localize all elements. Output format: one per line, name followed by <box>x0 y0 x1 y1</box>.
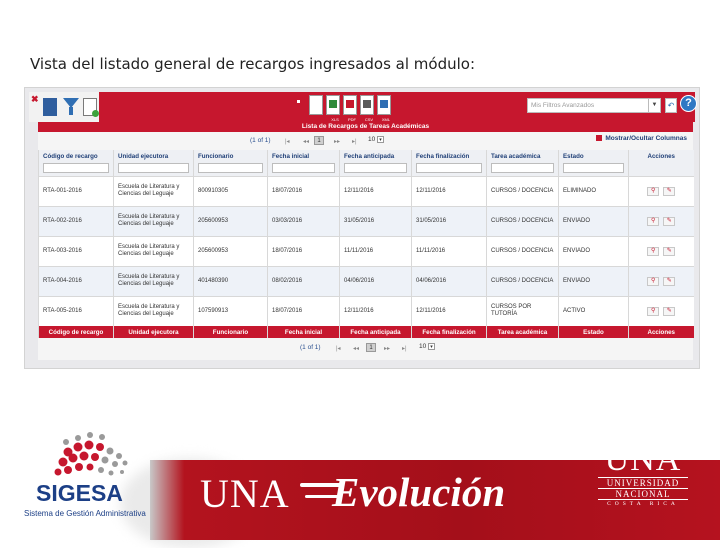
edit-icon[interactable]: ✎ <box>663 247 675 256</box>
new-document-icon[interactable] <box>83 98 97 116</box>
edit-icon[interactable]: ✎ <box>663 187 675 196</box>
cell-start-date: 18/07/2016 <box>268 236 340 266</box>
column-footer: Acciones <box>629 326 694 338</box>
chevron-down-icon: ▾ <box>428 343 435 350</box>
toggle-columns-button[interactable] <box>596 135 687 142</box>
cell-actions <box>629 176 694 206</box>
cell-status: ENVIADO <box>559 266 629 296</box>
page-count: (1 of 1) <box>300 344 321 351</box>
page-size-value: 10 <box>368 136 376 143</box>
cell-code: RTA-005-2016 <box>39 296 114 326</box>
cell-code: RTA-002-2016 <box>39 206 114 236</box>
export-csv-button[interactable]: CSV <box>360 95 374 115</box>
una-logo-line1: UNIVERSIDAD <box>598 477 688 488</box>
cell-status: ENVIADO <box>559 236 629 266</box>
close-icon[interactable]: ✖ <box>31 94 39 104</box>
cell-early-date: 04/06/2016 <box>340 266 412 296</box>
advanced-filters-placeholder: Mis Filtros Avanzados <box>531 102 595 109</box>
advanced-filters-select[interactable] <box>527 98 661 113</box>
column-header[interactable]: Unidad ejecutora <box>114 150 194 162</box>
recargos-table <box>38 150 694 338</box>
table-row[interactable] <box>39 296 694 326</box>
column-header[interactable]: Fecha anticipada <box>340 150 412 162</box>
column-header[interactable]: Estado <box>559 150 629 162</box>
cell-official: 800910305 <box>194 176 268 206</box>
chevron-down-icon[interactable]: ▼ <box>648 99 660 112</box>
last-page-icon[interactable]: ▸| <box>402 346 407 352</box>
page-size-value: 10 <box>419 343 427 350</box>
chevron-down-icon: ▾ <box>377 136 384 143</box>
cell-end-date: 12/11/2016 <box>412 176 487 206</box>
sigesa-logo <box>24 428 154 540</box>
una-logo-text: UNA <box>604 441 682 478</box>
una-logo-line3: COSTA RICA <box>607 501 679 507</box>
column-header[interactable]: Funcionario <box>194 150 268 162</box>
cell-official: 401480390 <box>194 266 268 296</box>
filter-input[interactable] <box>43 163 109 173</box>
view-icon[interactable]: ⚲ <box>647 187 659 196</box>
page-number-button[interactable]: 1 <box>314 136 324 145</box>
page-size-select[interactable] <box>419 343 435 350</box>
cell-actions <box>629 206 694 236</box>
filter-input[interactable] <box>118 163 189 173</box>
column-footer: Funcionario <box>194 326 268 338</box>
table-row[interactable] <box>39 206 694 236</box>
filter-input[interactable] <box>563 163 624 173</box>
recargos-grid <box>38 122 693 360</box>
column-footer: Fecha inicial <box>268 326 340 338</box>
cell-official: 205600953 <box>194 236 268 266</box>
table-row[interactable] <box>39 266 694 296</box>
export-pdf-button[interactable]: PDF <box>343 95 357 115</box>
filter-row <box>39 162 694 176</box>
edit-icon[interactable]: ✎ <box>663 307 675 316</box>
prev-page-icon[interactable]: ◂◂ <box>303 139 310 145</box>
cell-unit: Escuela de Literatura y Ciencias del Leguaje <box>114 206 194 236</box>
help-button[interactable]: ? <box>680 95 697 112</box>
cell-code: RTA-004-2016 <box>39 266 114 296</box>
cell-early-date: 31/05/2016 <box>340 206 412 236</box>
cell-end-date: 12/11/2016 <box>412 296 487 326</box>
export-xls-button[interactable]: XLS <box>326 95 340 115</box>
last-page-icon[interactable]: ▸| <box>352 139 357 145</box>
first-page-icon[interactable]: |◂ <box>336 346 341 352</box>
view-icon[interactable]: ⚲ <box>647 307 659 316</box>
cell-task: CURSOS / DOCENCIA <box>487 236 559 266</box>
bottom-pager <box>38 338 693 360</box>
filter-input[interactable] <box>491 163 554 173</box>
app-screenshot <box>24 87 700 369</box>
column-header[interactable]: Fecha finalización <box>412 150 487 162</box>
next-page-icon[interactable]: ▸▸ <box>334 139 341 145</box>
column-header: Acciones <box>629 150 694 162</box>
page-size-select[interactable] <box>368 136 384 143</box>
banner-una-text: UNA <box>200 471 290 516</box>
cell-actions <box>629 296 694 326</box>
page-number-button[interactable]: 1 <box>366 343 376 352</box>
cell-unit: Escuela de Literatura y Ciencias del Leguaje <box>114 296 194 326</box>
cell-early-date: 11/11/2016 <box>340 236 412 266</box>
cell-unit: Escuela de Literatura y Ciencias del Leguaje <box>114 236 194 266</box>
cell-end-date: 11/11/2016 <box>412 236 487 266</box>
grid-title: Lista de Recargos de Tareas Académicas <box>38 122 693 132</box>
column-header[interactable]: Fecha inicial <box>268 150 340 162</box>
header-row <box>39 150 694 162</box>
cell-task: CURSOS / DOCENCIA <box>487 206 559 236</box>
una-logo <box>598 443 688 509</box>
cell-early-date: 12/11/2016 <box>340 176 412 206</box>
cell-official: 205600953 <box>194 206 268 236</box>
table-row[interactable] <box>39 236 694 266</box>
export-xml-button[interactable]: XML <box>377 95 391 115</box>
toolbar-separator <box>297 100 300 103</box>
cell-task: CURSOS / DOCENCIA <box>487 266 559 296</box>
cell-early-date: 12/11/2016 <box>340 296 412 326</box>
cell-task: CURSOS POR TUTORÍA <box>487 296 559 326</box>
new-page-icon[interactable] <box>309 95 323 115</box>
top-pager <box>38 132 693 150</box>
cell-unit: Escuela de Literatura y Ciencias del Leguaje <box>114 176 194 206</box>
column-header[interactable]: Tarea académica <box>487 150 559 162</box>
cell-start-date: 08/02/2016 <box>268 266 340 296</box>
undo-icon[interactable]: ↶ <box>665 98 677 113</box>
cell-code: RTA-001-2016 <box>39 176 114 206</box>
cell-end-date: 31/05/2016 <box>412 206 487 236</box>
cell-actions <box>629 236 694 266</box>
cell-actions <box>629 266 694 296</box>
slide-caption: Vista del listado general de recargos ingresados al módulo: <box>30 55 476 73</box>
column-footer: Fecha finalización <box>412 326 487 338</box>
filter-input[interactable] <box>272 163 335 173</box>
sigesa-subtitle: Sistema de Gestión Administrativa <box>24 509 146 518</box>
cell-start-date: 18/07/2016 <box>268 176 340 206</box>
filter-icon[interactable] <box>63 98 77 116</box>
edit-icon[interactable]: ✎ <box>663 217 675 226</box>
filter-input[interactable] <box>344 163 407 173</box>
columns-icon <box>596 135 602 141</box>
column-footer: Fecha anticipada <box>340 326 412 338</box>
filter-input[interactable] <box>416 163 482 173</box>
column-footer: Unidad ejecutora <box>114 326 194 338</box>
cell-status: ENVIADO <box>559 206 629 236</box>
cell-start-date: 18/07/2016 <box>268 296 340 326</box>
column-footer: Tarea académica <box>487 326 559 338</box>
una-logo-line2: NACIONAL <box>598 488 688 500</box>
column-header[interactable]: Código de recargo <box>39 150 114 162</box>
page-count: (1 of 1) <box>250 137 271 144</box>
cell-task: CURSOS / DOCENCIA <box>487 176 559 206</box>
sigesa-dots-icon <box>38 430 138 486</box>
prev-page-icon[interactable]: ◂◂ <box>353 346 360 352</box>
toolbar <box>29 92 695 122</box>
toolbar-left-icons <box>29 92 99 122</box>
grid-icon[interactable] <box>43 98 57 116</box>
cell-end-date: 04/06/2016 <box>412 266 487 296</box>
sigesa-name: SIGESA <box>36 480 123 506</box>
column-footer: Código de recargo <box>39 326 114 338</box>
view-icon[interactable]: ⚲ <box>647 277 659 286</box>
edit-icon[interactable]: ✎ <box>663 277 675 286</box>
column-footer: Estado <box>559 326 629 338</box>
cell-unit: Escuela de Literatura y Ciencias del Leguaje <box>114 266 194 296</box>
cell-start-date: 03/03/2016 <box>268 206 340 236</box>
filter-input[interactable] <box>198 163 263 173</box>
cell-code: RTA-003-2016 <box>39 236 114 266</box>
banner-evolucion-text: Evolución <box>332 469 506 515</box>
first-page-icon[interactable]: |◂ <box>285 139 290 145</box>
view-icon[interactable]: ⚲ <box>647 247 659 256</box>
view-icon[interactable]: ⚲ <box>647 217 659 226</box>
cell-status: ACTIVO <box>559 296 629 326</box>
toggle-columns-label: Mostrar/Ocultar Columnas <box>605 135 687 142</box>
table-row[interactable] <box>39 176 694 206</box>
footer-row <box>39 326 694 338</box>
next-page-icon[interactable]: ▸▸ <box>384 346 391 352</box>
cell-status: ELIMINADO <box>559 176 629 206</box>
cell-official: 107590913 <box>194 296 268 326</box>
